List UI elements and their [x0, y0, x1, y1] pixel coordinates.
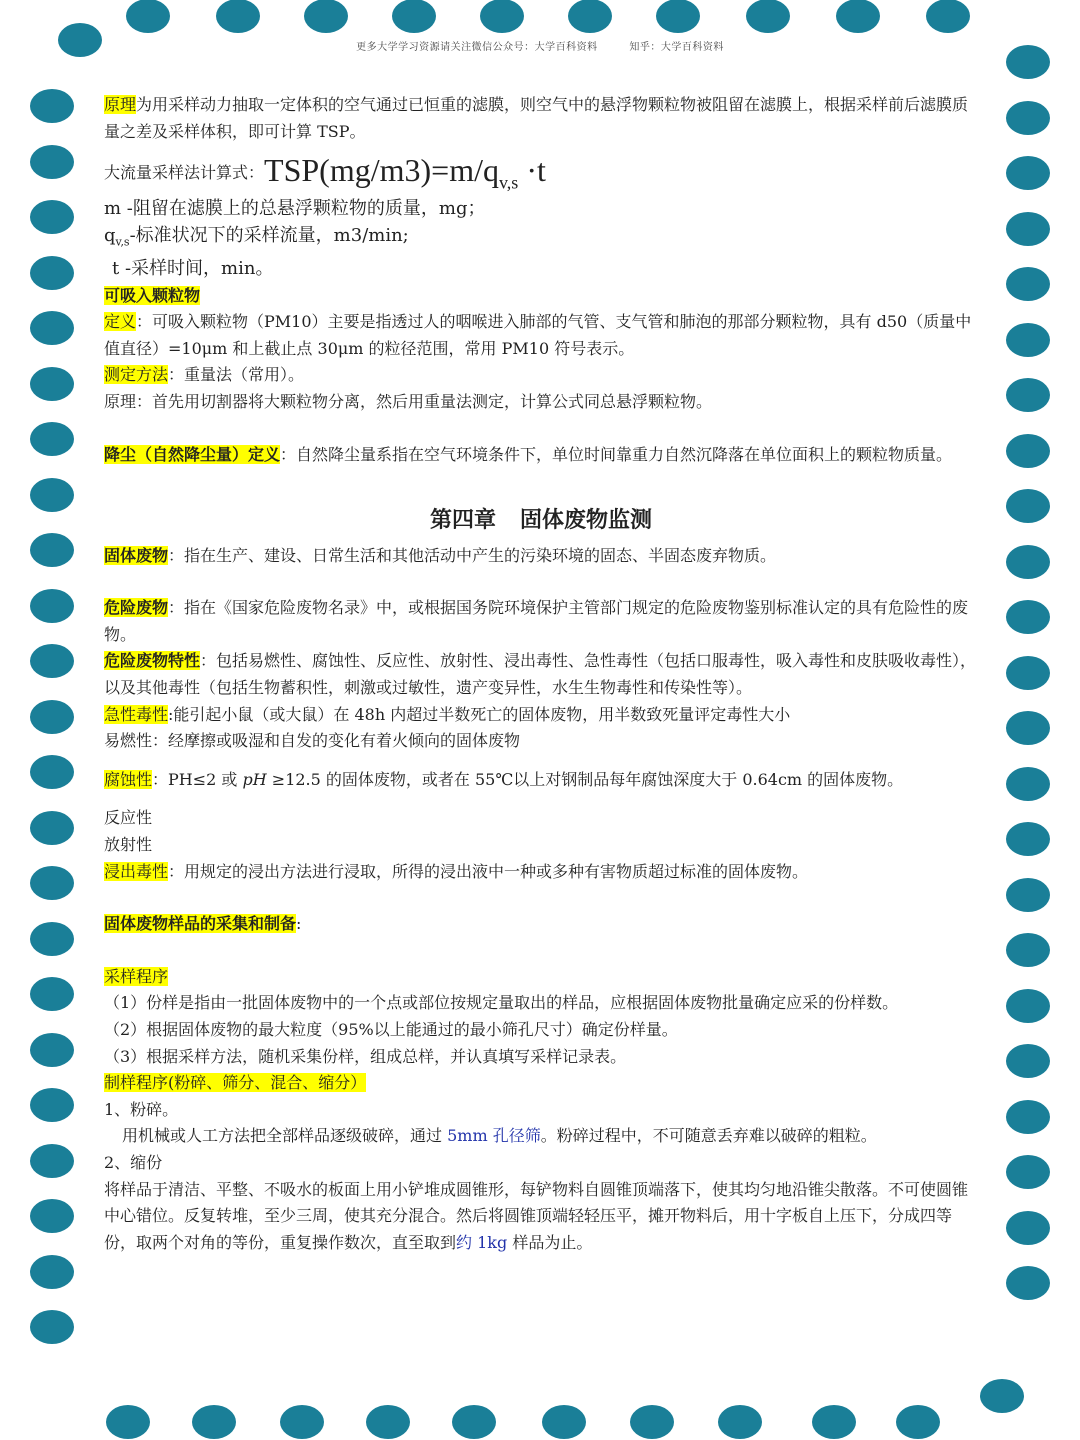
- pm10-principle: 原理：首先用切割器将大颗粒物分离，然后用重量法测定，计算公式同总悬浮颗粒物。: [104, 391, 713, 411]
- border-dot: [1006, 600, 1050, 634]
- formula-tail: ·t: [518, 152, 546, 189]
- tsp-formula-line: [104, 152, 978, 196]
- border-dot: [30, 589, 74, 623]
- border-dot: [1006, 267, 1050, 301]
- crush-title: 1、粉碎。: [104, 1099, 179, 1119]
- chapter-heading: [104, 508, 978, 535]
- border-dot: [1006, 822, 1050, 856]
- reduce-text-b: 样品为止。: [507, 1232, 593, 1252]
- border-dot: [1006, 767, 1050, 801]
- reduce-title: 2、缩份: [104, 1152, 163, 1172]
- border-dot: [746, 0, 790, 33]
- border-dot: [30, 145, 74, 179]
- var-q-sub: v,s: [115, 235, 130, 249]
- border-dot: [1006, 323, 1050, 357]
- corrosivity-text-a: ：PH≤2 或: [152, 769, 243, 789]
- border-dot: [1006, 212, 1050, 246]
- border-dot: [1006, 434, 1050, 468]
- spacer: [104, 468, 978, 494]
- border-dot: [30, 1199, 74, 1233]
- border-dot: [30, 200, 74, 234]
- border-dot: [1006, 101, 1050, 135]
- border-dot: [304, 0, 348, 33]
- pm10-def-text: ：可吸入颗粒物（PM10）主要是指透过人的咽喉进入肺部的气管、支气管和肺泡的那部分颗粒物，具有 d50（质量中值直径）=10μm 和上截止点 30μm 的粒径范围，常用 PM10 符号表示。: [104, 312, 972, 358]
- tsp-principle: [104, 92, 978, 145]
- solid-waste-label: 固体废物: [104, 545, 169, 565]
- border-dot: [30, 1310, 74, 1344]
- chapter-number: 第四章: [429, 508, 496, 534]
- border-dot: [568, 0, 612, 33]
- corrosivity-ph: pH: [242, 769, 267, 789]
- border-dot: [1006, 489, 1050, 523]
- border-dot: [30, 311, 74, 345]
- chapter-title: 固体废物监测: [520, 508, 653, 534]
- spacer: [104, 885, 978, 911]
- sampling-procedure-label: [104, 964, 978, 991]
- formula-label: 大流量采样法计算式：: [104, 163, 265, 183]
- dust-text: ：自然降尘量系指在空气环境条件下，单位时间靠重力自然沉降落在单位面积上的颗粒物质量。: [280, 444, 953, 464]
- reduce-text: [104, 1177, 978, 1257]
- border-dot: [926, 0, 970, 33]
- header-right-text: 知乎：大学百科资料: [629, 42, 724, 53]
- acute-toxicity-label: 急性毒性: [104, 704, 169, 724]
- border-dot: [30, 533, 74, 567]
- crush-text-a: 用机械或人工方法把全部样品逐级破碎，通过: [122, 1126, 448, 1146]
- border-dot: [30, 922, 74, 956]
- border-dot: [1006, 1044, 1050, 1078]
- crush-link: 5mm 孔径筛: [447, 1126, 541, 1146]
- border-dot: [452, 1405, 496, 1439]
- var-m: m -阻留在滤膜上的总悬浮颗粒物的质量，mg；: [104, 198, 486, 220]
- border-dot: [30, 977, 74, 1011]
- border-dot: [1006, 989, 1050, 1023]
- spacer: [104, 569, 978, 595]
- hazard-waste-label: 危险废物: [104, 598, 169, 618]
- hazard-traits: [104, 648, 978, 701]
- header-left-text: 更多大学学习资源请关注微信公众号：大学百科资料: [356, 42, 598, 53]
- page-header: [0, 38, 1080, 53]
- sampling-step-1: （1）份样是指由一批固体废物中的一个点或部位按规定量取出的样品，应根据固体废物批量确定应采的份样数。: [104, 993, 899, 1013]
- border-dot: [1006, 878, 1050, 912]
- border-dot: [30, 256, 74, 290]
- hazard-traits-text: ：包括易燃性、腐蚀性、反应性、放射性、浸出毒性、急性毒性（包括口服毒性，吸入毒性和皮肤吸收毒性），以及其他毒性（包括生物蓄积性，刺激或过敏性，遗产变异性，水生生物毒性和传染性等）。: [104, 651, 977, 698]
- border-dot: [896, 1405, 940, 1439]
- reduce-text-a: 将样品于清洁、平整、不吸水的板面上用小铲堆成圆锥形，每铲物料自圆锥顶端落下，使其均匀地沿锥尖散落。不可使圆锥中心错位。反复转堆，至少三周，使其充分混合。然后将圆锥顶端轻轻压平，摊开物料后，用十字板自上压下，分成四等份，取两个对角的等份，重复操作数次，直至取到: [104, 1179, 969, 1252]
- border-dot: [1006, 378, 1050, 412]
- border-dot: [1006, 156, 1050, 190]
- border-dot: [192, 1405, 236, 1439]
- border-dot: [30, 1088, 74, 1122]
- sampling-procedure-text: 采样程序: [104, 966, 169, 986]
- corrosivity: [104, 767, 978, 794]
- border-dot: [30, 422, 74, 456]
- dust-label: 降尘（自然降尘量）定义: [104, 444, 281, 464]
- corrosivity-label: 腐蚀性: [104, 769, 153, 789]
- document-body: [104, 92, 978, 1256]
- hazard-waste-def: [104, 595, 978, 648]
- border-dot: [980, 1379, 1024, 1413]
- preparation-label: [104, 1070, 978, 1097]
- pm10-title-text: 可吸入颗粒物: [104, 285, 201, 305]
- border-dot: [30, 89, 74, 123]
- border-dot: [30, 367, 74, 401]
- border-dot: [1006, 656, 1050, 690]
- reduce-link: 约 1kg: [456, 1232, 508, 1252]
- hazard-waste-text: ：指在《国家危险废物名录》中，或根据国务院环境保护主管部门规定的危险废物鉴别标准认定的具有危险性的废物。: [104, 598, 969, 644]
- sampling-step-2: （2）根据固体废物的最大粒度（95%以上能通过的最小筛孔尺寸）确定份样量。: [104, 1020, 678, 1040]
- border-dot: [30, 755, 74, 789]
- pm10-def-label: 定义: [104, 312, 137, 332]
- border-dot: [106, 1405, 150, 1439]
- leach-toxicity-label: 浸出毒性: [104, 861, 169, 881]
- var-q-main: q: [104, 224, 116, 246]
- solid-waste-def: [104, 543, 978, 570]
- border-dot: [30, 644, 74, 678]
- dust-definition: [104, 442, 978, 469]
- crush-text-b: 。粉碎过程中，不可随意丢弃难以破碎的粗粒。: [540, 1126, 877, 1146]
- reactivity: 反应性: [104, 808, 153, 828]
- border-dot: [1006, 711, 1050, 745]
- sampling-title: [104, 911, 978, 938]
- pm10-definition: [104, 309, 978, 362]
- flammability: 易燃性：经摩擦或吸湿和自发的变化有着火倾向的固体废物: [104, 731, 521, 751]
- radioactivity: 放射性: [104, 835, 153, 855]
- sampling-step-3: （3）根据采样方法，随机采集份样，组成总样，并认真填写采样记录表。: [104, 1046, 627, 1066]
- var-q: [104, 223, 978, 256]
- border-dot: [30, 1033, 74, 1067]
- border-dot: [30, 866, 74, 900]
- border-dot: [30, 1144, 74, 1178]
- leach-toxicity: [104, 859, 978, 886]
- formula-main: TSP(mg/m3)=m/q: [264, 152, 499, 189]
- pm10-method: [104, 362, 978, 389]
- var-t: t -采样时间，min。: [112, 257, 274, 279]
- border-dot: [392, 0, 436, 33]
- tsp-principle-text: 为用采样动力抽取一定体积的空气通过已恒重的滤膜，则空气中的悬浮物颗粒物被阻留在滤膜上，根据采样前后滤膜质量之差及采样体积，即可计算 TSP。: [104, 95, 969, 141]
- border-dot: [30, 811, 74, 845]
- var-q-rest: -标准状况下的采样流量，m3/min;: [129, 224, 409, 246]
- border-dot: [1006, 1211, 1050, 1245]
- border-dot: [1006, 1100, 1050, 1134]
- border-dot: [630, 1405, 674, 1439]
- border-dot: [30, 478, 74, 512]
- sampling-title-text: 固体废物样品的采集和制备: [104, 914, 297, 934]
- border-dot: [30, 1255, 74, 1289]
- corrosivity-text-b: ≥12.5 的固体废物，或者在 55℃以上对钢制品每年腐蚀深度大于 0.64cm 的固体废物。: [266, 769, 904, 789]
- spacer: [104, 416, 978, 442]
- border-dot: [1006, 545, 1050, 579]
- border-dot: [1006, 933, 1050, 967]
- border-dot: [366, 1405, 410, 1439]
- border-dot: [656, 0, 700, 33]
- border-dot: [280, 1405, 324, 1439]
- leach-toxicity-text: ：用规定的浸出方法进行浸取，所得的浸出液中一种或多种有害物质超过标准的固体废物。: [168, 861, 809, 881]
- border-dot: [126, 0, 170, 33]
- border-dot: [30, 700, 74, 734]
- pm10-method-label: 测定方法: [104, 365, 169, 385]
- formula-sub: v,s: [498, 172, 519, 193]
- crush-text: [104, 1123, 978, 1150]
- tsp-formula: [264, 152, 546, 193]
- border-dot: [1006, 1266, 1050, 1300]
- pm10-title: [104, 283, 978, 310]
- pm10-method-text: ：重量法（常用）。: [168, 365, 305, 385]
- preparation-label-text: 制样程序(粉碎、筛分、混合、缩分）: [104, 1073, 367, 1093]
- sampling-title-colon: :: [296, 914, 302, 934]
- acute-toxicity: [104, 702, 978, 729]
- border-dot: [216, 0, 260, 33]
- border-dot: [480, 0, 524, 33]
- border-dot: [718, 1405, 762, 1439]
- hazard-traits-label: 危险废物特性: [104, 651, 201, 671]
- acute-toxicity-text: :能引起小鼠（或大鼠）在 48h 内超过半数死亡的固体废物，用半数致死量评定毒性大小: [168, 704, 791, 724]
- border-dot: [812, 1405, 856, 1439]
- solid-waste-text: ：指在生产、建设、日常生活和其他活动中产生的污染环境的固态、半固态废弃物质。: [168, 545, 777, 565]
- spacer: [104, 938, 978, 964]
- border-dot: [542, 1405, 586, 1439]
- border-dot: [836, 0, 880, 33]
- border-dot: [1006, 1155, 1050, 1189]
- tsp-principle-label: 原理: [104, 95, 137, 114]
